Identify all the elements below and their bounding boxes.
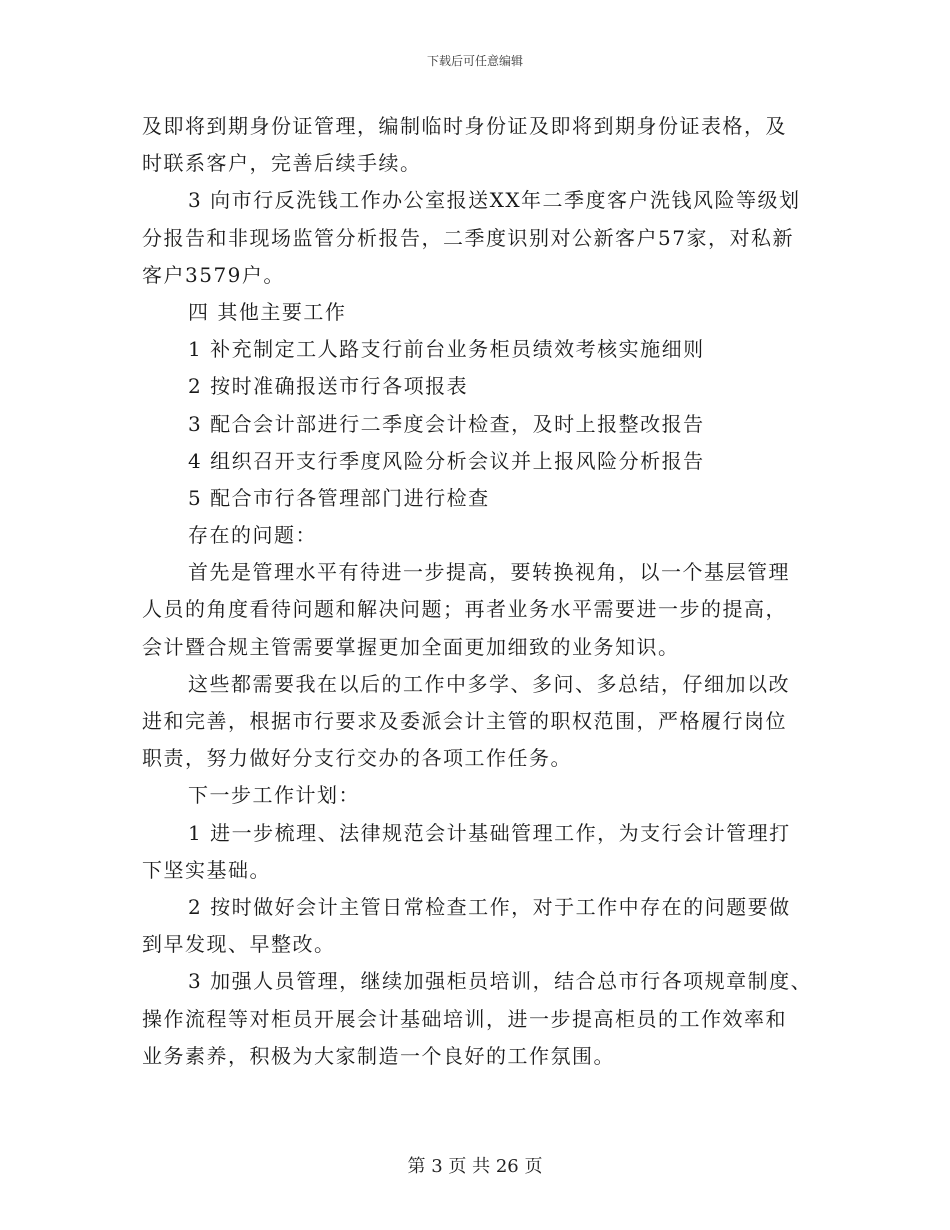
text-line: 及即将到期身份证管理，编制临时身份证及即将到期身份证表格，及 [142,114,787,138]
text-line: 3 加强人员管理，继续加强柜员培训，结合总市行各项规章制度、 [188,969,813,994]
text-line: 存在的问题： [188,523,317,548]
text-line: 1 补充制定工人路支行前台业务柜员绩效考核实施细则 [188,337,705,362]
text-line: 这些都需要我在以后的工作中多学、多问、多总结，仔细加以改 [188,671,790,696]
page-number: 第 3 页 共 26 页 [407,1156,543,1177]
page-header: 下载后可任意编辑 [426,54,523,68]
text-line: 2 按时准确报送市行各项报表 [188,374,469,399]
text-line: 首先是管理水平有待进一步提高，要转换视角，以一个基层管理 [188,560,790,585]
text-line: 3 配合会计部进行二季度会计检查，及时上报整改报告 [188,411,705,436]
text-line: 分报告和非现场监管分析报告，二季度识别对公新客户57家，对私新 [142,225,794,250]
text-line: 5 配合市行各管理部门进行检查 [188,485,490,510]
text-line: 会计暨合规主管需要掌握更加全面更加细致的业务知识。 [142,634,680,659]
text-line: 4 组织召开支行季度风险分析会议并上报风险分析报告 [188,448,705,473]
text-line: 进和完善，根据市行要求及委派会计主管的职权范围，严格履行岗位 [142,709,787,733]
text-line: 操作流程等对柜员开展会计基础培训，进一步提高柜员的工作效率和 [142,1006,787,1031]
text-line: 客户3579户。 [142,262,285,287]
text-line: 2 按时做好会计主管日常检查工作，对于工作中存在的问题要做 [188,894,791,919]
text-line: 业务素养，积极为大家制造一个良好的工作氛围。 [142,1043,615,1068]
text-line: 四 其他主要工作 [188,299,347,324]
text-line: 下坚实基础。 [142,857,271,882]
text-line: 人员的角度看待问题和解决问题；再者业务水平需要进一步的提高， [142,597,787,622]
text-line: 到早发现、早整改。 [142,932,336,957]
text-line: 3 向市行反洗钱工作办公室报送XX年二季度客户洗钱风险等级划 [188,188,801,213]
text-line: 1 进一步梳理、法律规范会计基础管理工作，为支行会计管理打 [188,820,791,845]
text-line: 职责，努力做好分支行交办的各项工作任务。 [142,746,572,771]
document-body [142,108,814,1075]
text-line: 时联系客户，完善后续手续。 [142,151,422,176]
text-line: 下一步工作计划： [188,783,360,808]
